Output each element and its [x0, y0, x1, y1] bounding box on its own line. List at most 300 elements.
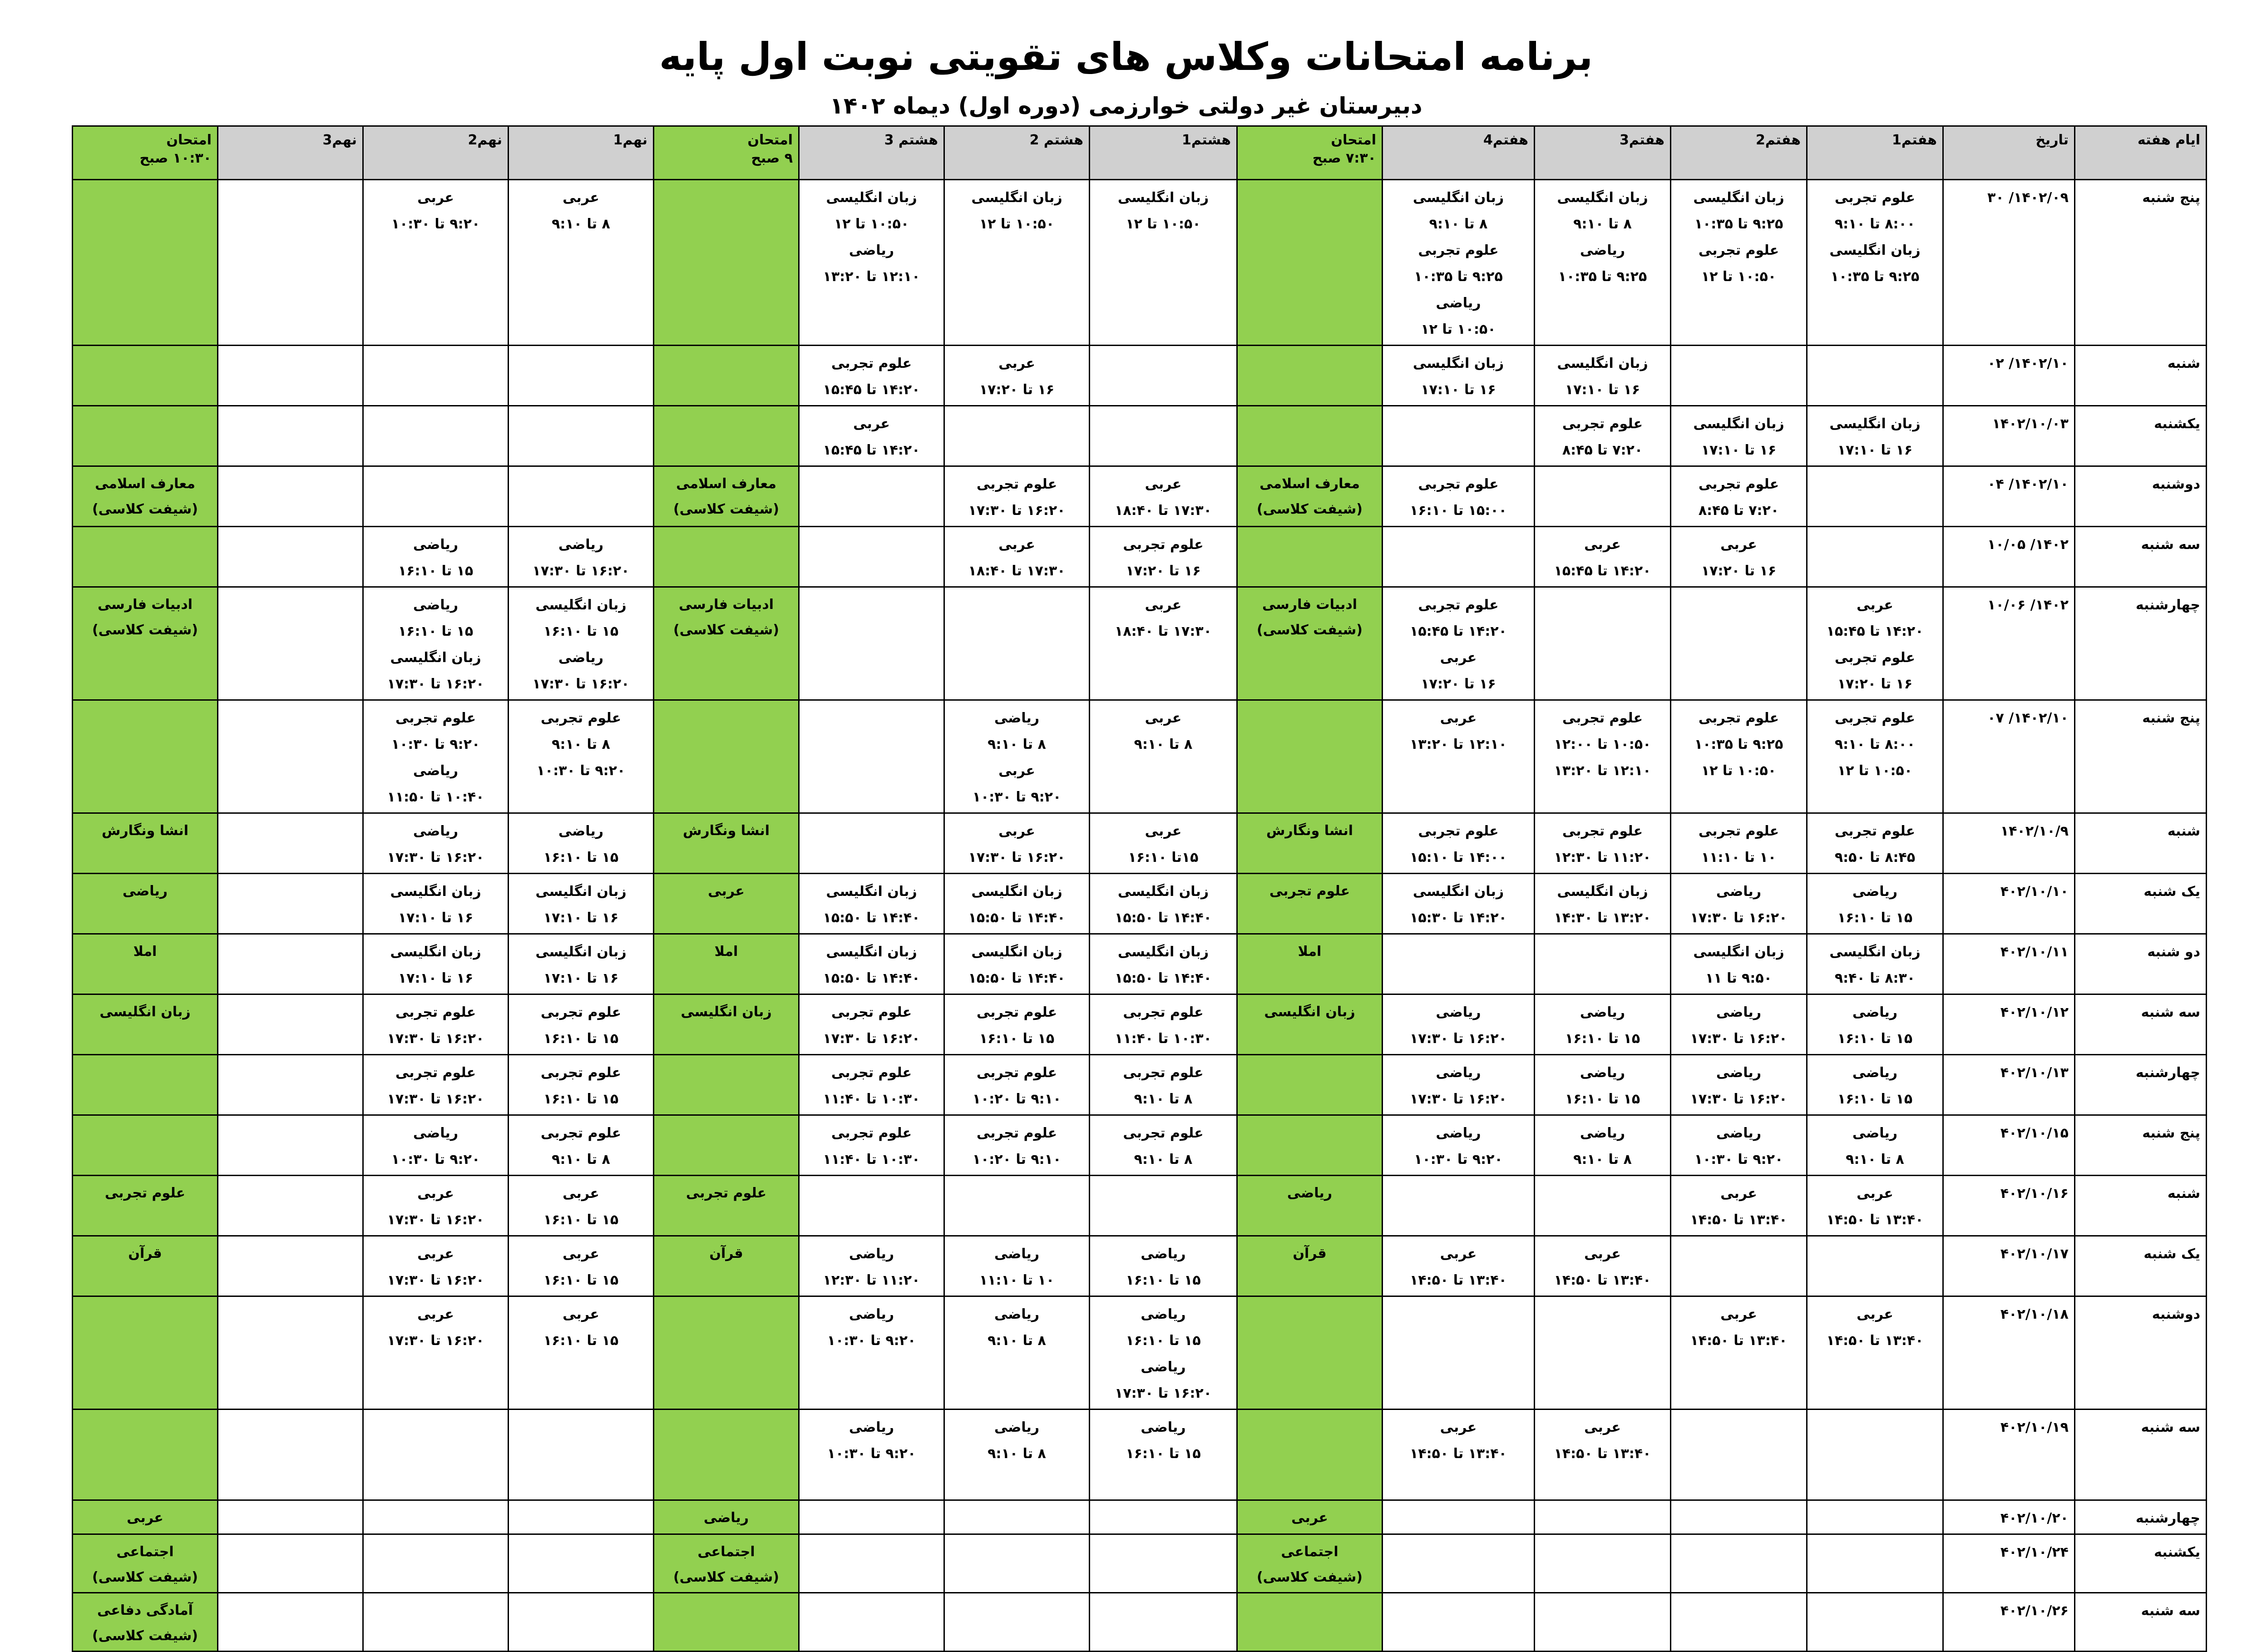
cell-line: علوم تجربی: [976, 1004, 1057, 1020]
cell-line: ۱۷:۳۰ تا ۱۸:۴۰: [1115, 623, 1212, 639]
cell-line: ریاضی: [1141, 1306, 1186, 1322]
schedule-cell: [799, 527, 944, 587]
table-row: [73, 346, 2207, 406]
exam-column-header: [1237, 126, 1383, 180]
schedule-cell: [944, 466, 1090, 527]
exam-cell: [654, 1296, 799, 1410]
schedule-cell: [1671, 180, 1807, 346]
table-row: [73, 466, 2207, 527]
cell-line: عربی: [1720, 537, 1757, 553]
cell-line: ۱۴:۲۰ تا ۱۵:۴۵: [1826, 623, 1924, 639]
cell-line: زبان انگلیسی: [971, 944, 1062, 960]
cell-line: هفتم2: [1755, 132, 1801, 148]
cell-line: ۱۴:۴۰ تا ۱۵:۵۰: [823, 910, 920, 926]
table-row: [73, 180, 2207, 346]
column-header: [944, 126, 1090, 180]
schedule-cell: [1383, 1593, 1535, 1652]
cell-line: چهارشنبه: [2135, 1510, 2200, 1526]
schedule-cell: [1535, 180, 1671, 346]
cell-line: قرآن: [128, 1246, 162, 1261]
table-row: [73, 1296, 2207, 1410]
table-row: [73, 934, 2207, 994]
exam-cell: [73, 994, 218, 1055]
schedule-cell: [509, 1115, 654, 1176]
table-row: [73, 1500, 2207, 1534]
cell-line: ۱۶:۲۰ تا ۱۷:۳۰: [1410, 1091, 1507, 1107]
schedule-cell: [1807, 1236, 1943, 1296]
schedule-cell: [1671, 466, 1807, 527]
schedule-cell: [218, 874, 363, 934]
schedule-cell: [944, 1236, 1090, 1296]
cell-line: عربی: [1584, 1246, 1621, 1262]
schedule-cell: [1090, 587, 1237, 700]
cell-line: عربی: [1145, 597, 1182, 613]
table-row: [73, 406, 2207, 466]
cell-line: ۱۵ تا ۱۶:۱۰: [543, 1091, 619, 1107]
cell-line: معارف اسلامی: [676, 476, 776, 492]
schedule-cell: [509, 1410, 654, 1500]
schedule-cell: [1383, 527, 1535, 587]
exam-cell: [73, 1534, 218, 1593]
cell-line: ۱۵ تا ۱۶:۱۰: [1126, 1446, 1201, 1462]
schedule-cell: [944, 1593, 1090, 1652]
table-row: [73, 874, 2207, 934]
cell-line: ریاضی: [1141, 1246, 1186, 1262]
schedule-cell: [1090, 813, 1237, 874]
schedule-cell: [1383, 406, 1535, 466]
cell-line: ریاضی: [1580, 242, 1625, 258]
cell-line: ۱۶ تا ۱۷:۲۰: [1126, 563, 1201, 579]
cell-line: ۱۱:۲۰ تا ۱۲:۳۰: [823, 1272, 920, 1288]
column-header: [509, 126, 654, 180]
cell-line: (شیفت کلاسی): [92, 1569, 198, 1585]
schedule-cell: [1383, 180, 1535, 346]
cell-line: (شیفت کلاسی): [1256, 1569, 1363, 1585]
cell-line: ۱۵ تا ۱۶:۱۰: [543, 850, 619, 866]
schedule-cell: [799, 346, 944, 406]
cell-line: ریاضی: [1852, 1065, 1898, 1081]
cell-line: یکشنبه: [2154, 1544, 2200, 1560]
cell-line: ۱۶:۲۰ تا ۱۷:۳۰: [387, 1212, 484, 1228]
exam-cell: [73, 1410, 218, 1500]
cell-line: املا: [714, 944, 738, 960]
schedule-cell: [363, 874, 509, 934]
schedule-cell: [363, 1176, 509, 1236]
cell-line: نهم1: [613, 132, 647, 148]
cell-line: هفتم4: [1483, 132, 1528, 148]
cell-line: شنبه: [2167, 1186, 2200, 1202]
schedule-cell: [944, 1115, 1090, 1176]
schedule-cell: [1383, 1534, 1535, 1593]
weekday-cell: [2075, 587, 2207, 700]
cell-line: نهم2: [468, 132, 502, 148]
schedule-cell: [1535, 1534, 1671, 1593]
cell-line: ۸ تا ۹:۱۰: [552, 1152, 610, 1167]
exam-cell: [1237, 587, 1383, 700]
schedule-cell: [799, 1176, 944, 1236]
schedule-cell: [799, 1534, 944, 1593]
schedule-cell: [944, 813, 1090, 874]
cell-line: عربی: [563, 1186, 599, 1202]
date-cell: [1943, 1500, 2075, 1534]
exam-cell: [73, 1236, 218, 1296]
cell-line: ۱۲:۱۰ تا ۱۳:۲۰: [823, 269, 920, 285]
cell-line: علوم تجربی: [540, 1004, 622, 1020]
cell-line: زبان انگلیسی: [681, 1004, 772, 1020]
cell-line: زبان انگلیسی: [1412, 356, 1504, 371]
schedule-cell: [1807, 934, 1943, 994]
schedule-cell: [509, 466, 654, 527]
schedule-cell: [509, 587, 654, 700]
cell-line: ریاضی: [413, 763, 459, 779]
schedule-cell: [1535, 1500, 1671, 1534]
schedule-cell: [799, 813, 944, 874]
cell-line: ۹:۲۵ تا ۱۰:۳۵: [1414, 269, 1503, 285]
cell-line: ۱۵ تا ۱۶:۱۰: [1126, 1333, 1201, 1349]
cell-line: ۴۰۲/۱۰/۱۹: [2000, 1420, 2069, 1435]
cell-line: نهم3: [322, 132, 357, 148]
cell-line: ۱۰:۳۰ تا ۱۱:۴۰: [1115, 1031, 1212, 1047]
cell-line: ۹:۲۰ تا ۱۰:۳۰: [827, 1446, 916, 1462]
cell-line: ۸ تا ۹:۱۰: [988, 737, 1046, 752]
cell-line: عربی: [563, 190, 599, 206]
schedule-cell: [1090, 1115, 1237, 1176]
cell-line: ۸ تا ۹:۱۰: [1134, 1152, 1193, 1167]
cell-line: ریاضی: [413, 537, 459, 553]
cell-line: عربی: [1857, 1306, 1893, 1322]
exam-cell: [1237, 1236, 1383, 1296]
cell-line: علوم تجربی: [395, 1004, 476, 1020]
exam-cell: [73, 1055, 218, 1115]
cell-line: ۱۶ تا ۱۷:۲۰: [1421, 676, 1496, 692]
cell-line: علوم تجربی: [1418, 242, 1499, 258]
cell-line: ۴۰۲/۱۰/۱۵: [2000, 1125, 2069, 1141]
cell-line: سه شنبه: [2141, 1420, 2200, 1435]
cell-line: ۴۰۲/۱۰/۱۰: [2000, 884, 2069, 900]
cell-line: ریاضی: [1436, 1004, 1481, 1020]
cell-line: علوم تجربی: [1123, 537, 1204, 553]
cell-line: ریاضی: [1716, 1004, 1762, 1020]
schedule-cell: [509, 527, 654, 587]
schedule-cell: [1383, 1055, 1535, 1115]
schedule-cell: [944, 934, 1090, 994]
cell-line: ۱۴۰۲/۱۰/۰۳: [1992, 416, 2069, 432]
cell-line: ۱۶:۲۰ تا ۱۷:۳۰: [1115, 1385, 1212, 1401]
cell-line: عربی: [563, 1306, 599, 1322]
column-header: [363, 126, 509, 180]
cell-line: زبان انگلیسی: [390, 944, 481, 960]
exam-cell: [73, 180, 218, 346]
cell-line: ۹:۲۰ تا ۱۰:۳۰: [536, 763, 626, 779]
schedule-cell: [1090, 1296, 1237, 1410]
schedule-cell: [509, 406, 654, 466]
cell-line: ۱۴:۲۰ تا ۱۵:۴۵: [823, 382, 920, 398]
date-cell: [1943, 1176, 2075, 1236]
cell-line: ۱۴:۰۰ تا ۱۵:۱۰: [1410, 850, 1507, 866]
cell-line: ۱۰ تا ۱۱:۱۰: [1701, 850, 1777, 866]
cell-line: زبان انگلیسی: [390, 650, 481, 666]
cell-line: سه شنبه: [2141, 1603, 2200, 1619]
cell-line: علوم تجربی: [1123, 1065, 1204, 1081]
schedule-cell: [944, 406, 1090, 466]
schedule-cell: [1535, 813, 1671, 874]
schedule-cell: [1807, 1115, 1943, 1176]
cell-line: (شیفت کلاسی): [673, 1569, 780, 1585]
column-header: [1090, 126, 1237, 180]
cell-line: یک شنبه: [2143, 1246, 2200, 1262]
schedule-cell: [1535, 1296, 1671, 1410]
cell-line: علوم تجربی: [395, 1065, 476, 1081]
cell-line: ۱۴:۴۰ تا ۱۵:۵۰: [823, 970, 920, 986]
schedule-cell: [509, 180, 654, 346]
schedule-cell: [218, 1500, 363, 1534]
exam-cell: [1237, 527, 1383, 587]
schedule-cell: [1671, 1296, 1807, 1410]
schedule-cell: [1807, 1055, 1943, 1115]
cell-line: ۱۴:۲۰ تا ۱۵:۴۵: [1410, 623, 1507, 639]
cell-line: (شیفت کلاسی): [1256, 501, 1363, 517]
schedule-cell: [509, 1593, 654, 1652]
cell-line: ایام هفته: [2137, 132, 2200, 148]
cell-line: علوم تجربی: [831, 1065, 912, 1081]
cell-line: (شیفت کلاسی): [92, 1628, 198, 1644]
schedule-cell: [1671, 527, 1807, 587]
cell-line: ۱۶ تا ۱۷:۱۰: [398, 910, 474, 926]
schedule-cell: [363, 934, 509, 994]
cell-line: ۴۰۲/۱۰/۱۲: [2000, 1004, 2069, 1020]
cell-line: ۱۰:۵۰ تا ۱۲: [1701, 763, 1777, 779]
schedule-cell: [944, 1055, 1090, 1115]
cell-line: املا: [1298, 944, 1322, 960]
schedule-cell: [799, 466, 944, 527]
cell-line: ۱۶ تا ۱۷:۱۰: [1565, 382, 1640, 398]
cell-line: ۴۰۲/۱۰/۲۴: [2000, 1544, 2069, 1560]
weekday-cell: [2075, 934, 2207, 994]
weekday-cell: [2075, 874, 2207, 934]
exam-cell: [654, 1236, 799, 1296]
cell-line: علوم تجربی: [831, 1004, 912, 1020]
cell-line: ریاضی: [1852, 1004, 1898, 1020]
cell-line: هشتم 2: [1029, 132, 1083, 148]
cell-line: علوم تجربی: [1123, 1004, 1204, 1020]
cell-line: ریاضی: [1716, 1065, 1762, 1081]
cell-line: معارف اسلامی: [1259, 476, 1360, 492]
cell-line: علوم تجربی: [976, 476, 1057, 492]
schedule-cell: [799, 874, 944, 934]
exam-cell: [654, 874, 799, 934]
cell-line: ۹:۵۰ تا ۱۱: [1705, 970, 1772, 986]
cell-line: ۱۵ تا ۱۶:۱۰: [979, 1031, 1055, 1047]
cell-line: ۱۶:۲۰ تا ۱۷:۳۰: [968, 850, 1066, 866]
cell-line: علوم تجربی: [540, 710, 622, 726]
cell-line: اجتماعی: [697, 1544, 755, 1560]
schedule-cell: [799, 406, 944, 466]
schedule-cell: [944, 587, 1090, 700]
schedule-cell: [218, 1593, 363, 1652]
cell-line: ۱۴۰۲/ ۱۰/۰۶: [1987, 597, 2069, 613]
schedule-cell: [799, 1055, 944, 1115]
schedule-cell: [363, 1236, 509, 1296]
cell-line: عربی: [1857, 597, 1893, 613]
date-cell: [1943, 1593, 2075, 1652]
schedule-cell: [1383, 813, 1535, 874]
cell-line: ۱۵ تا ۱۶:۱۰: [1565, 1031, 1640, 1047]
schedule-cell: [1090, 1500, 1237, 1534]
cell-line: زبان انگلیسی: [535, 944, 627, 960]
exam-cell: [1237, 1534, 1383, 1593]
cell-line: علوم تجربی: [1698, 242, 1779, 258]
cell-line: عربی: [417, 1246, 454, 1262]
cell-line: زبان انگلیسی: [826, 944, 917, 960]
schedule-cell: [509, 994, 654, 1055]
cell-line: ۹:۲۵ تا ۱۰:۳۵: [1830, 269, 1920, 285]
schedule-cell: [363, 180, 509, 346]
exam-cell: [1237, 1410, 1383, 1500]
exam-cell: [1237, 813, 1383, 874]
schedule-cell: [1807, 874, 1943, 934]
schedule-cell: [1807, 1500, 1943, 1534]
cell-line: شنبه: [2167, 356, 2200, 371]
cell-line: ۱۷:۳۰ تا ۱۸:۴۰: [968, 563, 1066, 579]
schedule-cell: [1807, 406, 1943, 466]
column-header: [799, 126, 944, 180]
schedule-cell: [1383, 346, 1535, 406]
cell-line: زبان انگلیسی: [1557, 356, 1648, 371]
cell-line: ۸:۴۵ تا ۹:۵۰: [1834, 850, 1916, 866]
cell-line: عربی: [1584, 537, 1621, 553]
cell-line: ۱۶ تا ۱۷:۲۰: [1837, 676, 1913, 692]
date-cell: [1943, 466, 2075, 527]
cell-line: زبان انگلیسی: [1557, 190, 1648, 206]
table-row: [73, 1236, 2207, 1296]
cell-line: ریاضی: [558, 823, 604, 839]
exam-cell: [1237, 180, 1383, 346]
schedule-cell: [218, 1115, 363, 1176]
cell-line: قرآن: [709, 1246, 743, 1261]
schedule-cell: [1807, 994, 1943, 1055]
cell-line: ۸ تا ۹:۱۰: [1573, 216, 1632, 232]
cell-line: شنبه: [2167, 823, 2200, 839]
cell-line: امتحان: [747, 132, 793, 148]
schedule-cell: [218, 180, 363, 346]
table-row: [73, 1115, 2207, 1176]
schedule-cell: [1807, 700, 1943, 813]
schedule-cell: [218, 527, 363, 587]
cell-line: زبان انگلیسی: [971, 884, 1062, 900]
schedule-cell: [509, 1296, 654, 1410]
cell-line: ۱۵ تا ۱۶:۱۰: [1126, 1272, 1201, 1288]
exam-cell: [73, 874, 218, 934]
cell-line: دوشنبه: [2152, 476, 2200, 492]
cell-line: ۴۰۲/۱۰/۲۶: [2000, 1603, 2069, 1619]
schedule-cell: [218, 1236, 363, 1296]
cell-line: ۴۰۲/۱۰/۱۶: [2000, 1186, 2069, 1202]
cell-line: ۸ تا ۹:۱۰: [988, 1333, 1046, 1349]
cell-line: ۱۶:۲۰ تا ۱۷:۳۰: [387, 850, 484, 866]
schedule-cell: [1383, 1115, 1535, 1176]
cell-line: علوم تجربی: [1418, 476, 1499, 492]
schedule-cell: [944, 1296, 1090, 1410]
cell-line: زبان انگلیسی: [535, 597, 627, 613]
cell-line: ۱۳:۴۰ تا ۱۴:۵۰: [1826, 1212, 1924, 1228]
cell-line: پنج شنبه: [2142, 1125, 2200, 1141]
cell-line: علوم تجربی: [976, 1065, 1057, 1081]
schedule-cell: [218, 1055, 363, 1115]
cell-line: علوم تجربی: [1562, 416, 1643, 432]
schedule-cell: [1535, 1055, 1671, 1115]
cell-line: ۱۶:۲۰ تا ۱۷:۳۰: [387, 1031, 484, 1047]
exam-cell: [654, 1593, 799, 1652]
cell-line: علوم تجربی: [1269, 883, 1350, 899]
cell-line: سه شنبه: [2141, 537, 2200, 553]
date-cell: [1943, 934, 2075, 994]
schedule-cell: [1671, 1500, 1807, 1534]
cell-line: ۸ تا ۹:۱۰: [1134, 737, 1193, 752]
cell-line: ۱۰ تا ۱۱:۱۰: [979, 1272, 1055, 1288]
column-header: [218, 126, 363, 180]
cell-line: عربی: [998, 537, 1035, 553]
cell-line: ۱۶:۲۰ تا ۱۷:۳۰: [532, 563, 630, 579]
cell-line: هفتم1: [1891, 132, 1937, 148]
cell-line: ۱۴:۲۰ تا ۱۵:۴۵: [823, 442, 920, 458]
cell-line: قرآن: [1293, 1246, 1327, 1261]
weekday-cell: [2075, 1296, 2207, 1410]
exam-cell: [654, 1534, 799, 1593]
cell-line: زبان انگلیسی: [1829, 944, 1921, 960]
schedule-cell: [799, 994, 944, 1055]
cell-line: عربی: [417, 1306, 454, 1322]
cell-line: ۱۴۰۲/ ۱۰/۰۵: [1987, 537, 2069, 553]
cell-line: عربی: [1857, 1186, 1893, 1202]
date-cell: [1943, 1296, 2075, 1410]
exam-cell: [1237, 1593, 1383, 1652]
cell-line: ۱۶ تا ۱۷:۲۰: [979, 382, 1055, 398]
schedule-cell: [1535, 934, 1671, 994]
cell-line: ریاضی: [849, 1306, 894, 1322]
exam-cell: [654, 1410, 799, 1500]
cell-line: زبان انگلیسی: [1117, 884, 1209, 900]
weekday-cell: [2075, 180, 2207, 346]
cell-line: ۱۴:۴۰ تا ۱۵:۵۰: [1115, 910, 1212, 926]
cell-line: ۱۴:۲۰ تا ۱۵:۴۵: [1554, 563, 1651, 579]
schedule-cell: [1671, 1410, 1807, 1500]
schedule-cell: [1383, 700, 1535, 813]
schedule-cell: [1090, 1534, 1237, 1593]
cell-line: چهارشنبه: [2135, 1065, 2200, 1081]
cell-line: ۱۶:۲۰ تا ۱۷:۳۰: [387, 1333, 484, 1349]
exam-cell: [1237, 1500, 1383, 1534]
exam-cell: [73, 466, 218, 527]
column-header: [1671, 126, 1807, 180]
schedule-cell: [799, 180, 944, 346]
schedule-cell: [218, 406, 363, 466]
date-cell: [1943, 874, 2075, 934]
cell-line: ۱۶:۲۰ تا ۱۷:۳۰: [387, 676, 484, 692]
exam-cell: [73, 1176, 218, 1236]
cell-line: عربی: [1145, 476, 1182, 492]
schedule-cell: [1671, 1176, 1807, 1236]
schedule-cell: [1535, 346, 1671, 406]
cell-line: ۱۶ تا ۱۷:۱۰: [1701, 442, 1777, 458]
cell-line: ۹:۲۰ تا ۱۰:۳۰: [1694, 1152, 1783, 1167]
cell-line: ۱۶:۲۰ تا ۱۷:۳۰: [532, 676, 630, 692]
date-cell: [1943, 700, 2075, 813]
cell-line: عربی: [1720, 1186, 1757, 1202]
cell-line: عربی: [1440, 1420, 1477, 1435]
cell-line: عربی: [998, 763, 1035, 779]
schedule-cell: [1671, 406, 1807, 466]
schedule-cell: [799, 587, 944, 700]
